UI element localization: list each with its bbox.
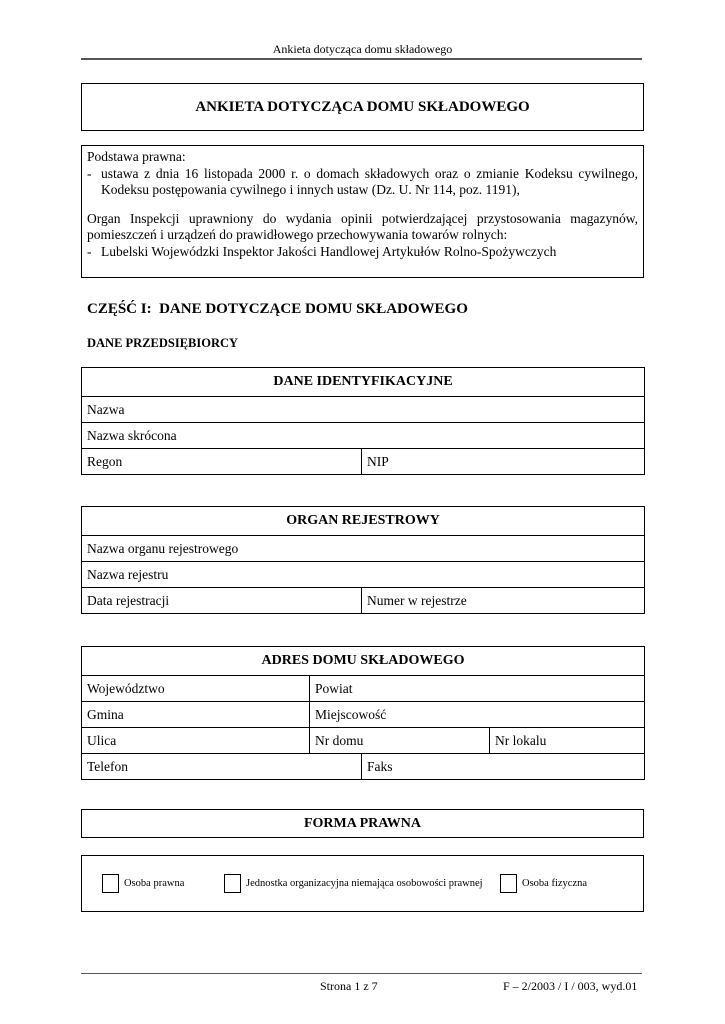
fax-field[interactable] (362, 754, 645, 780)
locality-field[interactable] (310, 702, 645, 728)
option-organizational-unit[interactable] (224, 874, 483, 893)
regon-field[interactable] (82, 449, 362, 475)
organ-inspection-name: Lubelski Wojewódzki Inspektor Jakości Handlowej Artykułów Rolno-Spożywczych (101, 243, 557, 259)
house-number-field[interactable] (310, 728, 490, 754)
identification-table (81, 367, 645, 475)
registration-date-field[interactable] (82, 588, 362, 614)
short-name-label: Nazwa skrócona (87, 427, 177, 443)
option-label: Jednostka organizacyjna niemająca osobowości prawnej (246, 878, 483, 889)
registry-organ-name-field[interactable] (82, 536, 645, 562)
street-field[interactable] (82, 728, 310, 754)
checkbox[interactable] (224, 874, 241, 893)
organ-inspection-item (87, 244, 638, 261)
running-header: Ankieta dotycząca domu składowego (272, 42, 453, 56)
legal-basis-label: Podstawa prawna: (87, 149, 186, 164)
address-heading: ADRES DOMU SKŁADOWEGO (82, 647, 645, 676)
option-label: Osoba fizyczna (522, 878, 588, 889)
option-legal-person[interactable] (102, 874, 184, 893)
address-table (81, 646, 645, 780)
apartment-number-field[interactable] (490, 728, 645, 754)
registry-number-label: Numer w rejestrze (367, 592, 467, 608)
nip-label: NIP (367, 453, 389, 469)
registry-number-field[interactable] (362, 588, 645, 614)
option-label: Osoba prawna (124, 878, 185, 889)
fax-label: Faks (367, 758, 393, 774)
legal-form-box (81, 809, 644, 838)
registry-name-field[interactable] (82, 562, 645, 588)
bullet-dash: - (87, 165, 92, 181)
header-divider (81, 58, 642, 60)
organ-inspection-text: Organ Inspekcji uprawniony do wydania opinii potwierdzającej przystosowania magazynów, pomieszczeń i urządzeń do prawidłowego przechowywania towarów rolnych: (87, 210, 638, 242)
legal-basis-item (87, 166, 638, 199)
name-field[interactable] (82, 397, 645, 423)
registry-organ-table (81, 506, 645, 614)
voivodeship-field[interactable] (82, 676, 310, 702)
bullet-dash: - (87, 243, 92, 259)
registry-organ-name-label: Nazwa organu rejestrowego (87, 540, 239, 556)
locality-label: Miejscowość (315, 706, 387, 722)
option-natural-person[interactable] (500, 874, 587, 893)
house-number-label: Nr domu (315, 732, 364, 748)
regon-label: Regon (87, 453, 123, 469)
street-label: Ulica (87, 732, 117, 748)
legal-form-heading: FORMA PRAWNA (303, 815, 422, 831)
section-title: CZĘŚĆ I: DANE DOTYCZĄCE DOMU SKŁADOWEGO (87, 301, 468, 317)
voivodeship-label: Województwo (87, 680, 165, 696)
checkbox[interactable] (500, 874, 517, 893)
identification-heading: DANE IDENTYFIKACYJNE (82, 368, 645, 397)
legal-form-options (81, 855, 644, 912)
phone-field[interactable] (82, 754, 362, 780)
subsection-title: DANE PRZEDSIĘBIORCY (87, 336, 239, 350)
name-label: Nazwa (87, 401, 125, 417)
registry-organ-heading: ORGAN REJESTROWY (82, 507, 645, 536)
apartment-number-label: Nr lokalu (495, 732, 547, 748)
short-name-field[interactable] (82, 423, 645, 449)
registration-date-label: Data rejestracji (87, 592, 170, 608)
form-code: F – 2/2003 / I / 003, wyd.01 (503, 979, 638, 993)
document-title: ANKIETA DOTYCZĄCA DOMU SKŁADOWEGO (195, 98, 530, 115)
registry-name-label: Nazwa rejestru (87, 566, 169, 582)
county-field[interactable] (310, 676, 645, 702)
phone-label: Telefon (87, 758, 129, 774)
legal-basis-text: ustawa z dnia 16 listopada 2000 r. o domach składowych oraz o zmianie Kodeksu cywilnego, Kodeksu postępowania cywilnego i innych ustaw (Dz. U. Nr 114, poz. 1191), (101, 165, 638, 197)
page-number: Strona 1 z 7 (320, 979, 378, 993)
county-label: Powiat (315, 680, 353, 696)
nip-field[interactable] (362, 449, 645, 475)
commune-field[interactable] (82, 702, 310, 728)
legal-basis-box (81, 145, 644, 278)
footer-divider (81, 973, 642, 974)
document-title-box (81, 83, 644, 131)
commune-label: Gmina (87, 706, 124, 722)
checkbox[interactable] (102, 874, 119, 893)
